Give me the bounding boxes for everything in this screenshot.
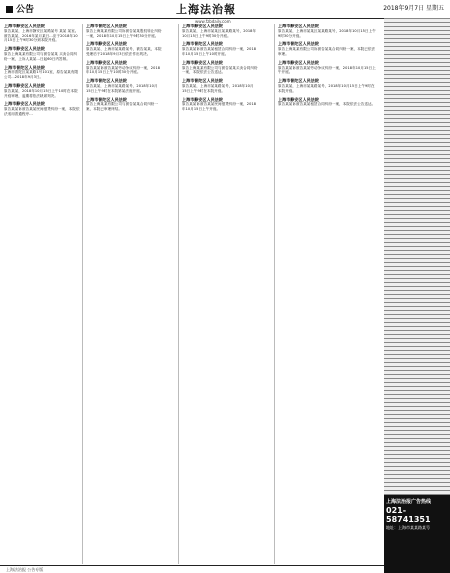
notice-item: [4, 84, 80, 98]
notice-heading: 上海市普陀区人民法院: [86, 78, 127, 84]
notice-body: 原告某某，上海市某某区某某路某号，2018年10月15日上午9时30分开庭。: [182, 28, 257, 38]
notice-heading: 上海市普陀区人民法院: [182, 41, 223, 47]
notice-heading: 上海市静安区人民法院: [182, 24, 223, 28]
notice-body: 原告某某，上海市某某路某号，2018年10月15日上午9时在本院第某法庭开庭。: [86, 83, 158, 93]
notice-heading: 上海市普陀区人民法院: [4, 64, 45, 70]
notice-body: 原告某某、上海市某某路某号，被告某某，本院受理后于2018年9月3日依法作出判决。: [86, 47, 162, 56]
notice-item: [182, 24, 258, 38]
notice-heading: 上海市普陀区人民法院: [182, 78, 223, 84]
notice-body: 原告上海某某有限公司诉被告某某股权转让纠纷一案，2018年10月15日上午9时30分开庭。: [86, 28, 162, 38]
notice-body: 原告上海某某有限公司与被告某某 买卖合同纠纷一案，上诉人某某…日起60日内答辩。: [4, 51, 78, 61]
notice-item: [4, 24, 80, 43]
column-4: [278, 24, 378, 564]
notice-item: [86, 61, 162, 75]
notice-body: 原告上海某某有限公司与被告某某买卖合同纠纷一案，本院依法公告送达。: [182, 65, 258, 75]
notice-heading: 上海市静安区人民法院: [4, 46, 45, 52]
notice-heading: 上海市普陀区人民法院: [278, 41, 319, 47]
column-divider: [82, 24, 83, 564]
notice-item: [278, 42, 378, 56]
notice-heading: 上海市静安区人民法院: [4, 101, 45, 107]
page-header: [0, 0, 450, 19]
section-label: [6, 2, 34, 15]
notice-body: 原告某某诉被告某某劳动争议纠纷一案，2018年10月15日上午开庭。: [278, 65, 376, 75]
notice-heading: 上海市静安区人民法院: [182, 96, 223, 102]
column-1: [4, 24, 80, 564]
notice-body: 原告某某诉被告某某租赁合同纠纷一案，2018年10月15日上午10时开庭。: [182, 47, 257, 56]
notice-body: 原告某某，上海市某某区某某路某号，2018年10月15日上午9时30分开庭。: [278, 28, 376, 38]
site-url: www.fzbdaily.com: [195, 19, 231, 24]
footer-text: 上海法治报 公告专版: [6, 567, 44, 572]
notice-item: [278, 98, 378, 108]
notice-heading: 上海市静安区人民法院: [278, 59, 319, 65]
side-strip-texture: [384, 18, 450, 513]
notice-body: 原告上海某某有限公司与被告某某合同纠纷一案，本院已审理终结。: [86, 102, 158, 112]
notice-heading: 上海市静安区人民法院: [278, 24, 319, 28]
notice-heading: 上海市普陀区人民法院: [86, 24, 127, 28]
notice-item: [278, 61, 378, 75]
notice-heading: 上海市静安区人民法院: [86, 41, 127, 47]
notice-heading: 上海市普陀区人民法院: [86, 96, 127, 102]
notice-item: [86, 42, 162, 56]
ad-box: [384, 495, 450, 573]
notice-body: 原告某某诉被告某某租赁合同纠纷一案，本院依法公告送达。: [278, 102, 376, 107]
notice-body: 原告某某，上海市某某路某号，2018年10月15日上午9时在本院开庭。: [278, 83, 375, 93]
section-title: 公告: [16, 5, 35, 15]
notice-body: 原告某某，上海市静安区某路某号 某某 某室。被告某某，2016年某月某日…应于2018年10月15日上午9时30分到本院开庭。: [4, 28, 79, 43]
notice-body: 原告某某诉被告某某民间借贷纠纷一案，本院依法适用普通程序…: [4, 107, 80, 116]
ad-phone: 021-58741351: [386, 506, 431, 524]
notice-item: [86, 79, 162, 93]
notice-item: [182, 42, 258, 56]
notice-item: [278, 24, 378, 38]
date-line: 2018年9月7日 星期五: [383, 5, 444, 12]
masthead: 上海法治報: [176, 3, 236, 16]
ad-address: 地址：上海市某某路某号: [386, 525, 430, 530]
notice-body: 原告某某，2018年10月15日上午10时在本院开庭审理，逾期将依法缺席判决。: [4, 88, 78, 98]
bottom-rule: [0, 565, 384, 566]
notice-body: 原告某某诉被告某某劳动争议纠纷一案，2018年10月15日上午10时30分开庭。: [86, 65, 161, 75]
notice-item: [182, 79, 258, 93]
notice-heading: 上海市静安区人民法院: [278, 96, 319, 102]
notice-heading: 上海市静安区人民法院: [4, 82, 45, 88]
notice-item: [278, 79, 378, 93]
notice-heading: 上海市普陀区人民法院: [278, 78, 319, 84]
notice-item: [4, 102, 80, 116]
notice-heading: 上海市静安区人民法院: [86, 59, 127, 65]
side-strip: [384, 18, 450, 573]
notice-item: [86, 24, 162, 38]
notice-heading: 上海市静安区人民法院: [4, 24, 45, 28]
notice-item: [4, 47, 80, 61]
notice-body: 原告上海某某有限公司诉被告某某合同纠纷一案，本院已依法审理。: [278, 47, 376, 56]
notice-item: [4, 66, 80, 80]
notice-heading: 上海市静安区人民法院: [182, 59, 223, 65]
ad-title: 上海法治报广告热线: [386, 499, 432, 505]
column-divider: [274, 24, 275, 564]
notice-body: 原告某某诉被告某某民间借贷纠纷一案，2018年10月15日上午开庭。: [182, 102, 257, 112]
section-square-icon: [6, 6, 13, 13]
notice-item: [182, 61, 258, 75]
column-2: [86, 24, 162, 564]
notice-body: 原告某某，上海市某某路某号，2018年10月15日上午9时在本院开庭。: [182, 83, 254, 93]
notice-item: [182, 98, 258, 112]
column-divider: [178, 24, 179, 564]
column-3: [182, 24, 258, 564]
notice-item: [86, 98, 162, 112]
notice-body: 上海市普陀区某某路1号101室，原告某某有限公司…2018年9月3日。: [4, 70, 79, 80]
